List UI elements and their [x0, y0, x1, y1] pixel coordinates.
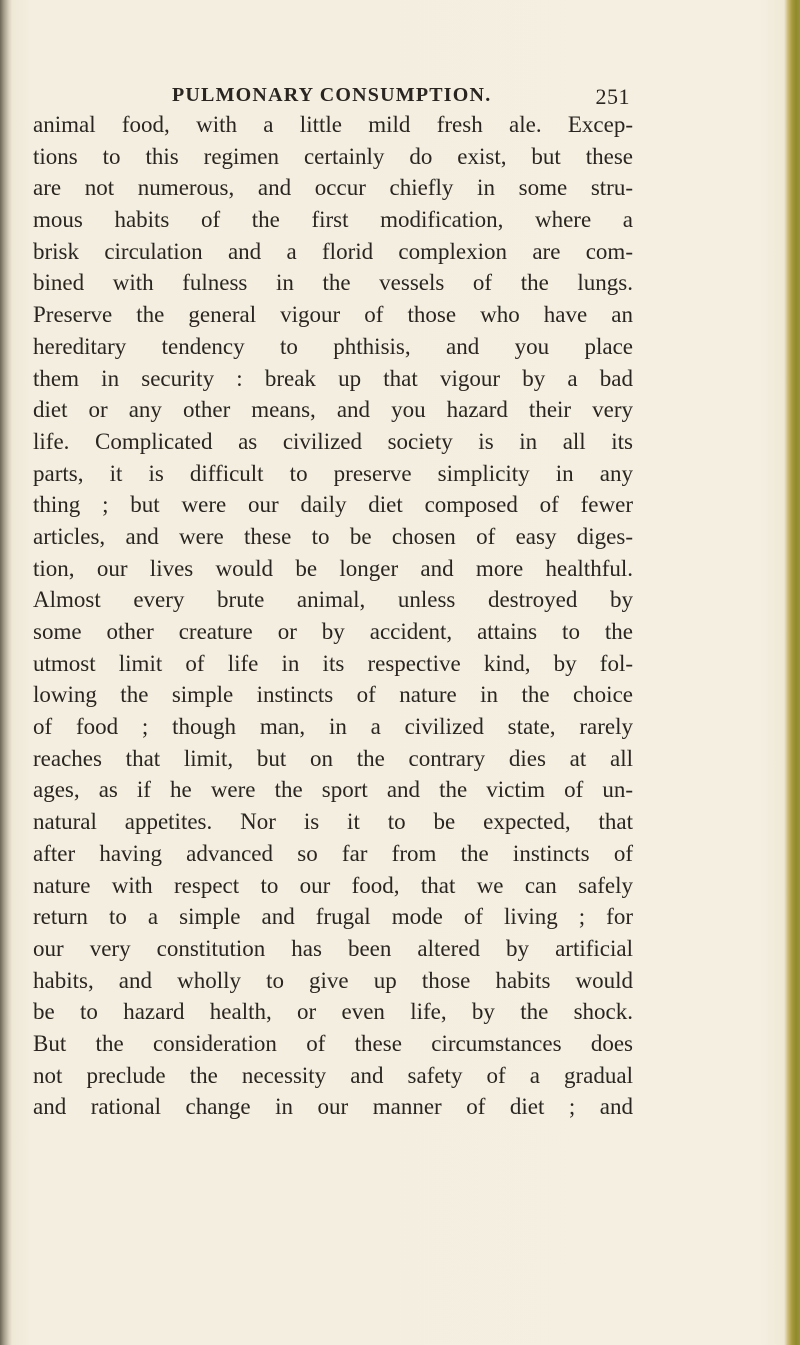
- text-line: brisk circulation and a florid complexion are com-: [33, 238, 633, 264]
- text-line: animal food, with a little mild fresh ale. Excep-: [33, 112, 633, 137]
- text-line: ages, as if he were the sport and the victim of un-: [33, 777, 633, 803]
- text-line: our very constitution has been altered by artificial: [33, 935, 633, 961]
- body-paragraph: [33, 109, 633, 1123]
- text-line: bined with fulness in the vessels of the lungs.: [33, 270, 633, 296]
- text-line: are not numerous, and occur chiefly in some stru-: [33, 175, 633, 201]
- text-line: and rational change in our manner of diet ; and: [33, 1094, 633, 1120]
- text-line: some other creature or by accident, attains to the: [33, 619, 633, 644]
- running-head: [172, 84, 630, 112]
- text-line: articles, and were these to be chosen of easy diges-: [33, 523, 633, 549]
- text-line: after having advanced so far from the instincts of: [33, 840, 633, 866]
- text-line: life. Complicated as civilized society is in all its: [33, 428, 633, 454]
- text-line: them in security : break up that vigour by a bad: [33, 365, 633, 391]
- text-line: thing ; but were our daily diet composed of fewer: [33, 492, 633, 518]
- page-gutter-shadow: [0, 0, 12, 1345]
- text-line: nature with respect to our food, that we can safely: [33, 872, 633, 898]
- text-line: mous habits of the first modification, where a: [33, 207, 633, 233]
- text-line: return to a simple and frugal mode of living ; for: [33, 904, 633, 930]
- text-line: natural appetites. Nor is it to be expected, that: [33, 809, 633, 835]
- text-line: hereditary tendency to phthisis, and you place: [33, 333, 633, 359]
- text-line: habits, and wholly to give up those habits would: [33, 967, 633, 993]
- text-line: of food ; though man, in a civilized state, rarely: [33, 714, 633, 740]
- book-spine-edge: [784, 0, 800, 1345]
- text-line: not preclude the necessity and safety of a gradual: [33, 1062, 633, 1088]
- text-line: parts, it is difficult to preserve simplicity in any: [33, 460, 633, 486]
- text-line: diet or any other means, and you hazard their very: [33, 397, 633, 423]
- text-line: utmost limit of life in its respective kind, by fol-: [33, 650, 633, 676]
- text-line: lowing the simple instincts of nature in the choice: [33, 682, 633, 708]
- running-title: PULMONARY CONSUMPTION.: [172, 84, 492, 106]
- text-line: Almost every brute animal, unless destroyed by: [33, 587, 633, 613]
- text-line: reaches that limit, but on the contrary dies at all: [33, 745, 633, 771]
- text-line: tions to this regimen certainly do exist, but these: [33, 143, 633, 169]
- text-line: tion, our lives would be longer and more healthful.: [33, 555, 633, 581]
- text-line: Preserve the general vigour of those who have an: [33, 302, 633, 328]
- text-line: be to hazard health, or even life, by the shock.: [33, 999, 633, 1025]
- text-line: But the consideration of these circumstances does: [33, 1030, 633, 1056]
- page-number: 251: [595, 84, 630, 109]
